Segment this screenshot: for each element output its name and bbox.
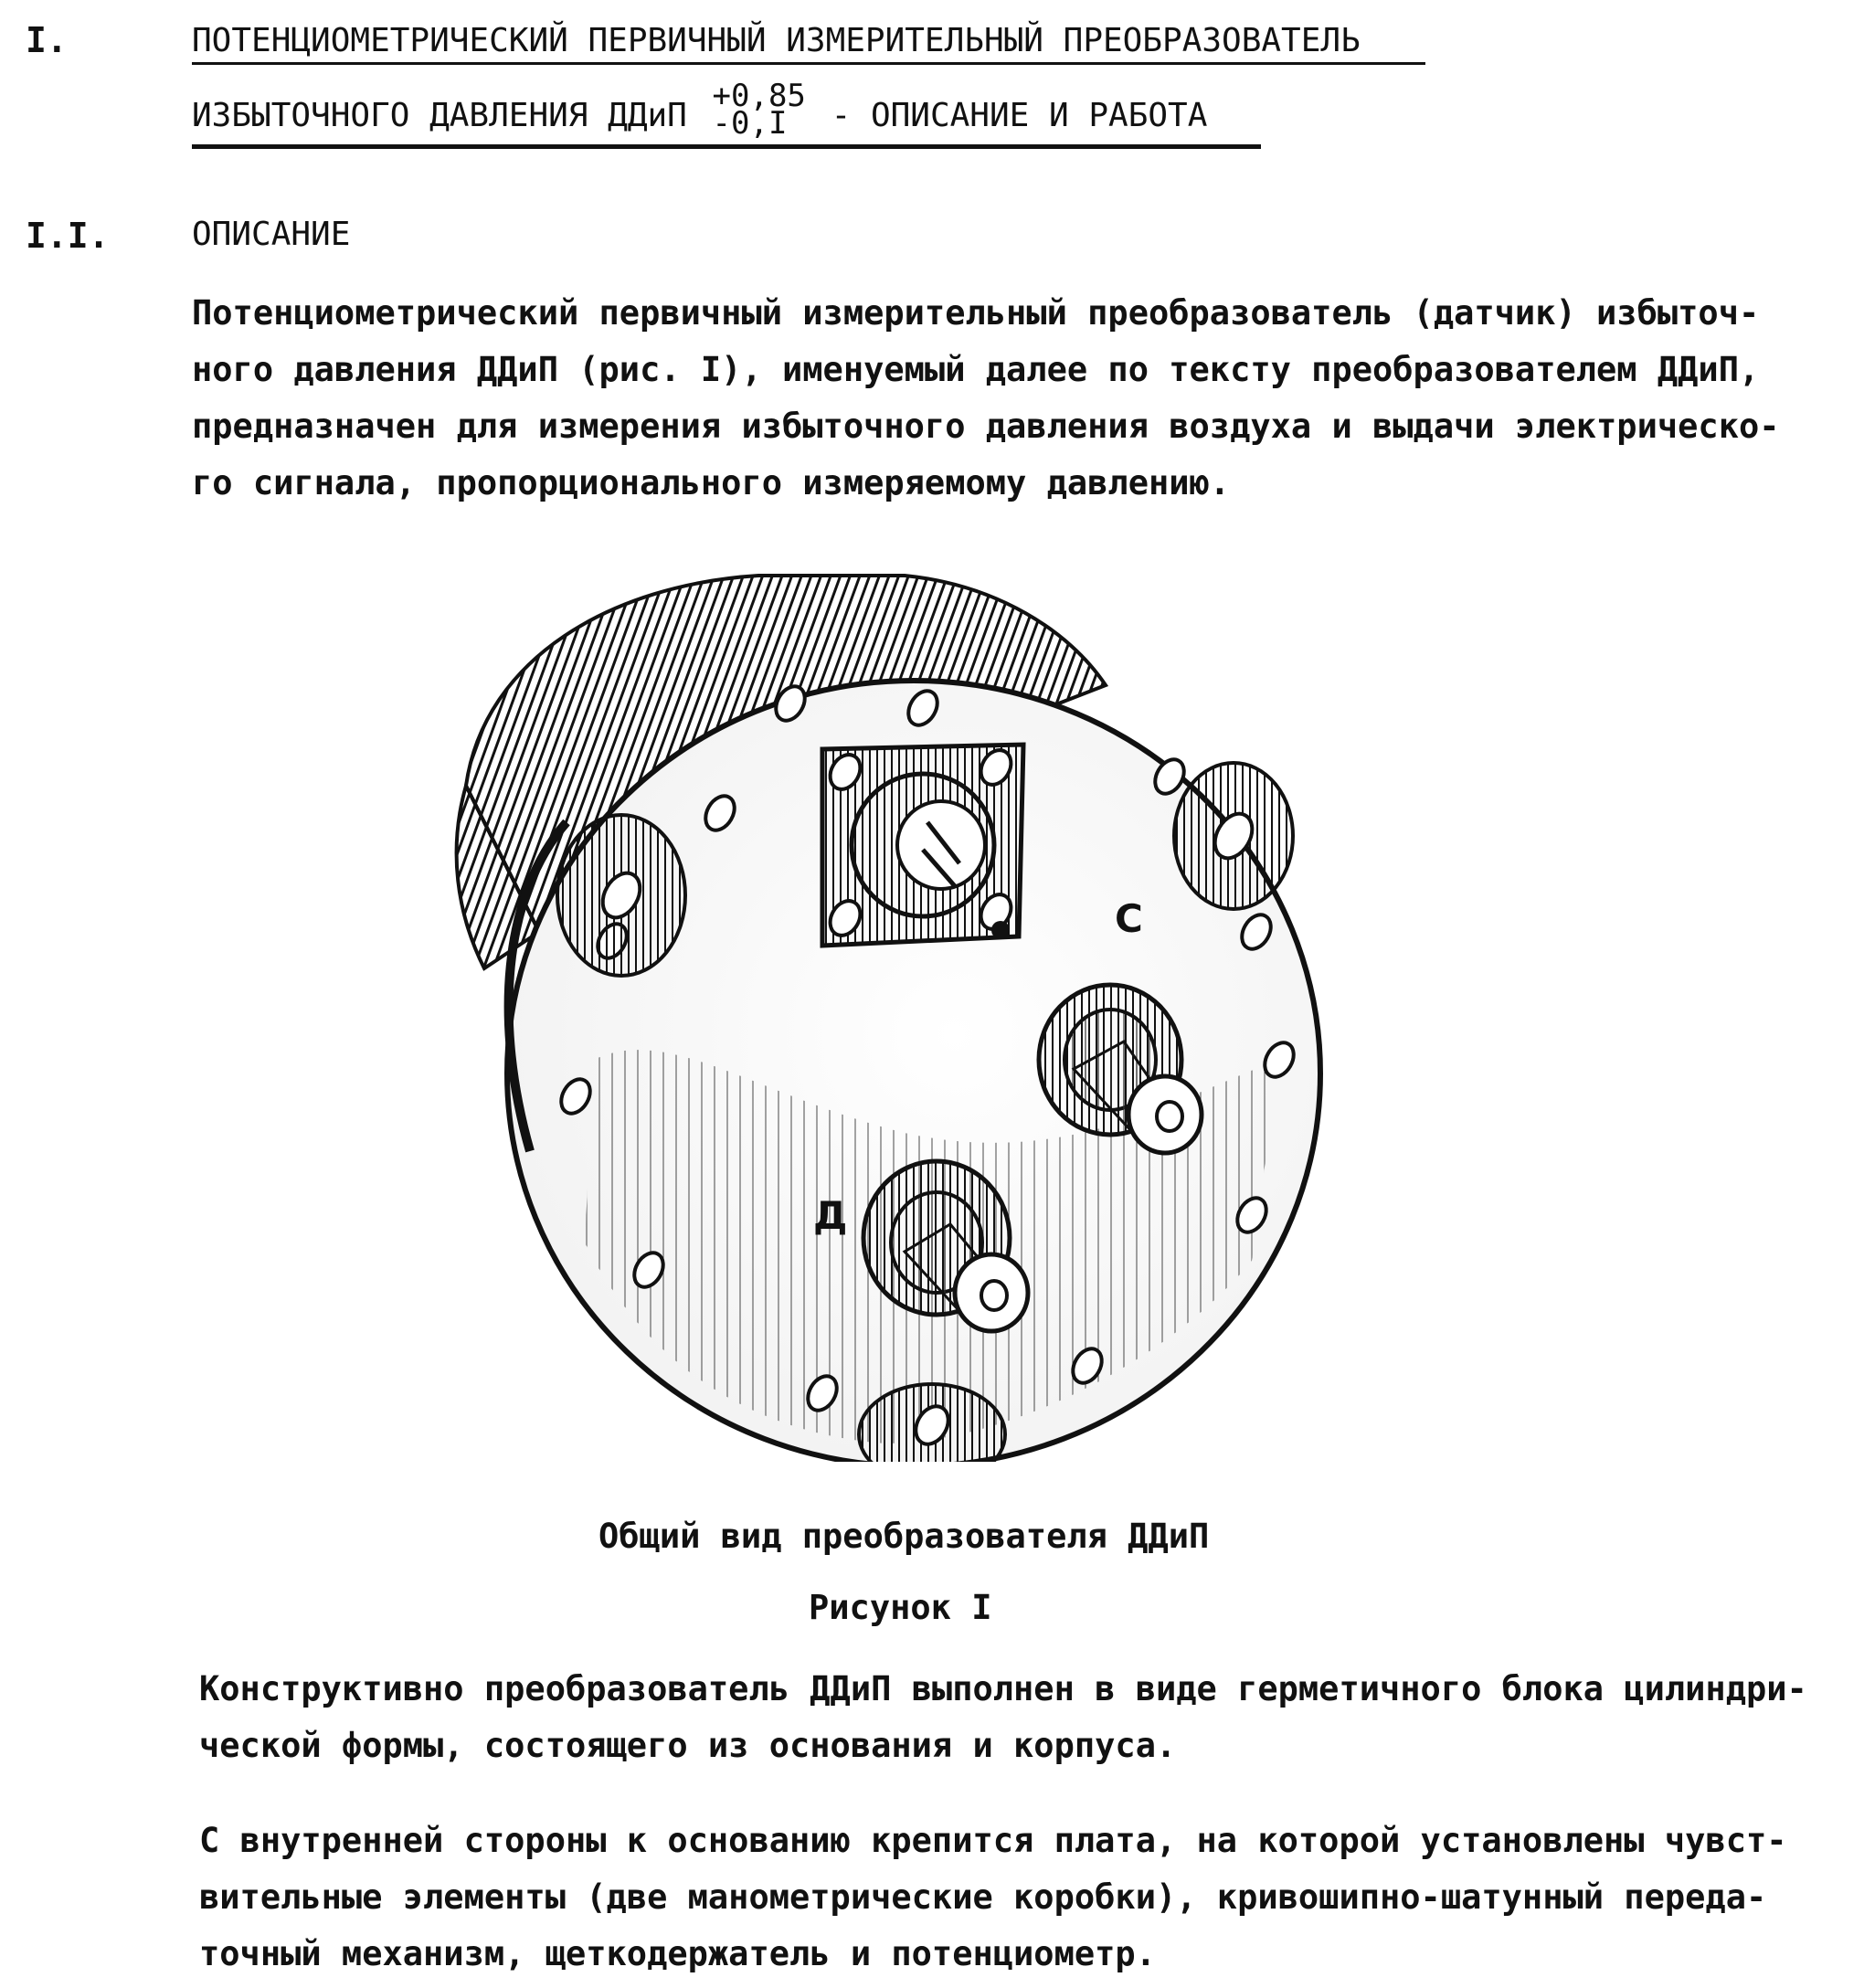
port-label-c: С: [1115, 896, 1143, 941]
section-number: I.: [26, 20, 68, 60]
title-line2-suffix: - ОПИСАНИЕ И РАБОТА: [831, 97, 1208, 134]
paragraph-internals: [199, 1813, 1787, 1983]
section-title-line2: [192, 78, 1208, 144]
title-underline-2: [192, 144, 1261, 149]
paragraph-line: точный механизм, щеткодержатель и потенциометр.: [199, 1934, 1156, 1973]
paragraph-line: С внутренней стороны к основанию крепится плата, на которой установлены чувст-: [199, 1821, 1787, 1860]
electrical-connector: [822, 745, 1023, 946]
figure-number: Рисунок I: [809, 1588, 992, 1627]
port-label-d: Д: [813, 1193, 848, 1238]
intro-line: ного давления ДДиП (рис. I), именуемый далее по тексту преобразователем ДДиП,: [192, 350, 1760, 389]
figure-caption: Общий вид преобразователя ДДиП: [598, 1517, 1210, 1556]
subsection-title: ОПИСАНИЕ: [192, 216, 351, 253]
intro-line: предназначен для измерения избыточного давления воздуха и выдачи электрическо-: [192, 407, 1780, 446]
mounting-ear-left: [557, 815, 685, 976]
title-underline-1: [192, 62, 1425, 65]
section-title-line1: ПОТЕНЦИОМЕТРИЧЕСКИЙ ПЕРВИЧНЫЙ ИЗМЕРИТЕЛЬНЫЙ ПРЕОБРАЗОВАТЕЛЬ: [192, 22, 1361, 59]
paragraph-construction: [199, 1661, 1807, 1774]
mounting-ear-right: [1174, 763, 1293, 909]
tolerance-lower: -0,I: [712, 105, 788, 142]
paragraph-line: вительные элементы (две манометрические коробки), кривошипно-шатунный переда-: [199, 1877, 1767, 1917]
intro-paragraph: [192, 285, 1780, 512]
intro-line: го сигнала, пропорционального измеряемому давлению.: [192, 463, 1231, 502]
subsection-number: I.I.: [26, 216, 110, 256]
paragraph-line: Конструктивно преобразователь ДДиП выполнен в виде герметичного блока цилиндри-: [199, 1669, 1807, 1708]
intro-line: Потенциометрический первичный измерительный преобразователь (датчик) избыточ-: [192, 293, 1760, 333]
sensor-illustration: [429, 548, 1361, 1462]
paragraph-line: ческой формы, состоящего из основания и корпуса.: [199, 1726, 1177, 1765]
title-line2-prefix: ИЗБЫТОЧНОГО ДАВЛЕНИЯ ДДиП: [192, 97, 687, 134]
tolerance-upper: +0,85: [712, 78, 806, 114]
